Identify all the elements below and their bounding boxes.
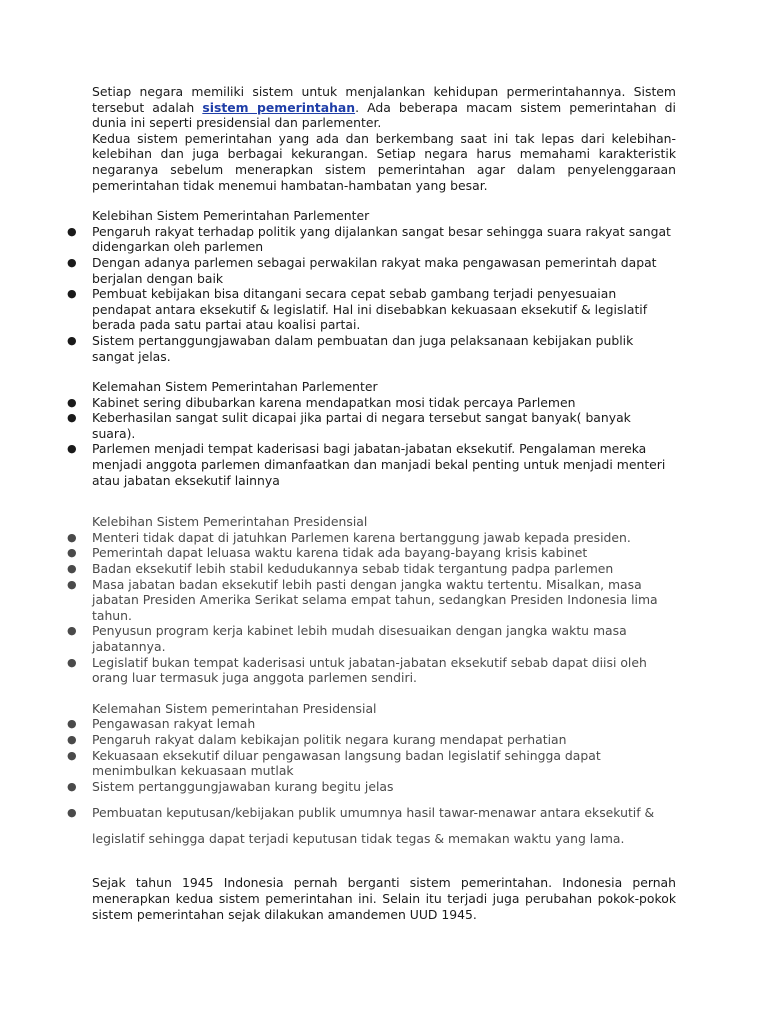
bullet-list	[67, 394, 676, 489]
list-item	[67, 800, 676, 852]
list-item	[67, 545, 676, 561]
list-item	[67, 529, 676, 546]
list-item-text: Sistem pertanggungjawaban dalam pembuatan dan juga pelaksanaan kebijakan publik sangat jelas.	[92, 332, 634, 364]
bullet-icon: ●	[67, 395, 77, 409]
list-item	[67, 561, 676, 577]
bullet-icon: ●	[67, 577, 77, 591]
list-item-text: Masa jabatan badan eksekutif lebih pasti dengan jangka waktu tertentu. Misalkan, masa jabatan Presiden Amerika Serikat selama empat tahun, sedangkan Presiden Indonesia lima tahun.	[92, 576, 658, 623]
list-item-text: Dengan adanya parlemen sebagai perwakilan rakyat maka pengawasan pemerintah dapat berjalan dengan baik	[92, 254, 657, 286]
bullet-icon: ●	[67, 255, 77, 269]
list-item-text: Kekuasaan eksekutif diluar pengawasan langsung badan legislatif sehingga dapat menimbulkan kekuasaan mutlak	[92, 747, 601, 779]
list-item	[67, 731, 676, 748]
list-item	[67, 410, 676, 441]
list-item	[67, 254, 676, 286]
list-item-text: Pembuatan keputusan/kebijakan publik umumnya hasil tawar-menawar antara eksekutif & legislatif sehingga dapat terjadi keputusan tidak tegas & memakan waktu yang lama.	[92, 805, 655, 847]
list-item	[67, 394, 676, 411]
bullet-icon: ●	[67, 546, 77, 560]
list-item	[67, 623, 676, 654]
bullet-list	[67, 223, 676, 364]
bullet-icon: ●	[67, 779, 77, 793]
bullet-icon: ●	[67, 717, 77, 731]
list-item-text: Kabinet sering dibubarkan karena mendapatkan mosi tidak percaya Parlemen	[92, 394, 576, 410]
document-page	[67, 84, 676, 922]
list-item-text: Menteri tidak dapat di jatuhkan Parlemen karena bertanggung jawab kepada presiden.	[92, 529, 631, 545]
list-item-text: Pemerintah dapat leluasa waktu karena tidak ada bayang-bayang krisis kabinet	[92, 545, 588, 561]
list-item	[67, 223, 676, 255]
list-item-text: Pembuat kebijakan bisa ditangani secara cepat sebab gambang terjadi penyesuaian pendapat antara eksekutif & legislatif. Hal ini disebabkan kekuasaan eksekutif & legislatif berada pada satu partai atau koalisi partai.	[92, 286, 648, 333]
list-item-text: Badan eksekutif lebih stabil kedudukannya sebab tidak tergantung padpa parlemen	[92, 561, 614, 577]
bullet-icon: ●	[67, 562, 77, 576]
bullet-icon: ●	[67, 287, 77, 301]
section-heading: Kelebihan Sistem Pemerintahan Presidensial	[92, 514, 368, 530]
intro-text-after-link: . Ada beberapa macam sistem pemerintahan di dunia ini seperti presidensial dan parlementer.	[92, 99, 676, 131]
list-item	[67, 747, 676, 779]
section-heading: Kelemahan Sistem pemerintahan Presidensial	[92, 700, 377, 716]
section-heading: Kelebihan Sistem Pemerintahan Parlementer	[92, 208, 370, 224]
section-heading: Kelemahan Sistem Pemerintahan Parlementer	[92, 379, 378, 395]
section-kelemahan-presidensial	[67, 700, 676, 853]
section-kelebihan-parlementer	[67, 208, 676, 364]
list-item	[67, 778, 676, 795]
bullet-icon: ●	[67, 442, 77, 456]
list-item-text: Legislatif bukan tempat kaderisasi untuk jabatan-jabatan eksekutif sebab dapat diisi oleh orang luar termasuk juga anggota parlemen sendiri.	[92, 654, 647, 686]
bullet-list	[67, 529, 676, 686]
bullet-icon: ●	[67, 333, 77, 347]
list-item	[67, 332, 676, 364]
list-item-text: Penyusun program kerja kabinet lebih mudah disesuaikan dengan jangka waktu masa jabatannya.	[92, 623, 627, 654]
list-item	[67, 576, 676, 624]
bullet-icon: ●	[67, 224, 77, 238]
list-item	[67, 716, 676, 732]
list-item-text: Pengaruh rakyat terhadap politik yang dijalankan sangat besar sehingga suara rakyat sangat didengarkan oleh parlemen	[92, 223, 671, 255]
section-kelebihan-presidensial	[67, 514, 676, 686]
list-item	[67, 654, 676, 686]
intro-paragraph-2: Kedua sistem pemerintahan yang ada dan berkembang saat ini tak lepas dari kelebihan-kelebihan dan juga berbagai kekurangan. Setiap negara harus memahami karakteristik negaranya sebelum menerapkan sistem pemerintahan agar dalam penyelenggaraan pemerintahan tidak menemui hambatan-hambatan yang besar.	[92, 130, 676, 193]
list-item-text: Pengaruh rakyat dalam kebikajan politik negara kurang mendapat perhatian	[92, 731, 567, 747]
list-item	[67, 441, 676, 488]
bullet-icon: ●	[67, 655, 77, 669]
list-item	[67, 286, 676, 333]
bullet-icon: ●	[67, 748, 77, 762]
sistem-pemerintahan-link[interactable]: sistem pemerintahan	[202, 99, 356, 115]
list-item-text: Parlemen menjadi tempat kaderisasi bagi jabatan-jabatan eksekutif. Pengalaman mereka menjadi anggota parlemen dimanfaatkan dan manjadi bekal penting untuk menjadi menteri atau jabatan eksekutif lainnya	[92, 441, 666, 488]
bullet-icon: ●	[67, 411, 77, 425]
closing-paragraph: Sejak tahun 1945 Indonesia pernah berganti sistem pemerintahan. Indonesia pernah menerapkan kedua sistem pemerintahan ini. Selain itu terjadi juga perubahan pokok-pokok sistem pemerintahan sejak dilakukan amandemen UUD 1945.	[92, 875, 676, 922]
intro-text-before-link: Setiap negara memiliki sistem untuk menjalankan kehidupan permerintahannya. Sistem tersebut adalah	[92, 84, 676, 115]
section-kelemahan-parlementer	[67, 379, 676, 488]
list-item-text: Pengawasan rakyat lemah	[92, 716, 256, 732]
bullet-icon: ●	[67, 624, 77, 638]
list-item-text: Sistem pertanggungjawaban kurang begitu jelas	[92, 778, 394, 794]
intro-paragraph-1	[92, 84, 676, 131]
list-item-text: Keberhasilan sangat sulit dicapai jika partai di negara tersebut sangat banyak( banyak suara).	[92, 410, 631, 441]
bullet-icon: ●	[67, 530, 77, 544]
bullet-list	[67, 716, 676, 852]
bullet-icon: ●	[67, 806, 77, 820]
bullet-icon: ●	[67, 732, 77, 746]
